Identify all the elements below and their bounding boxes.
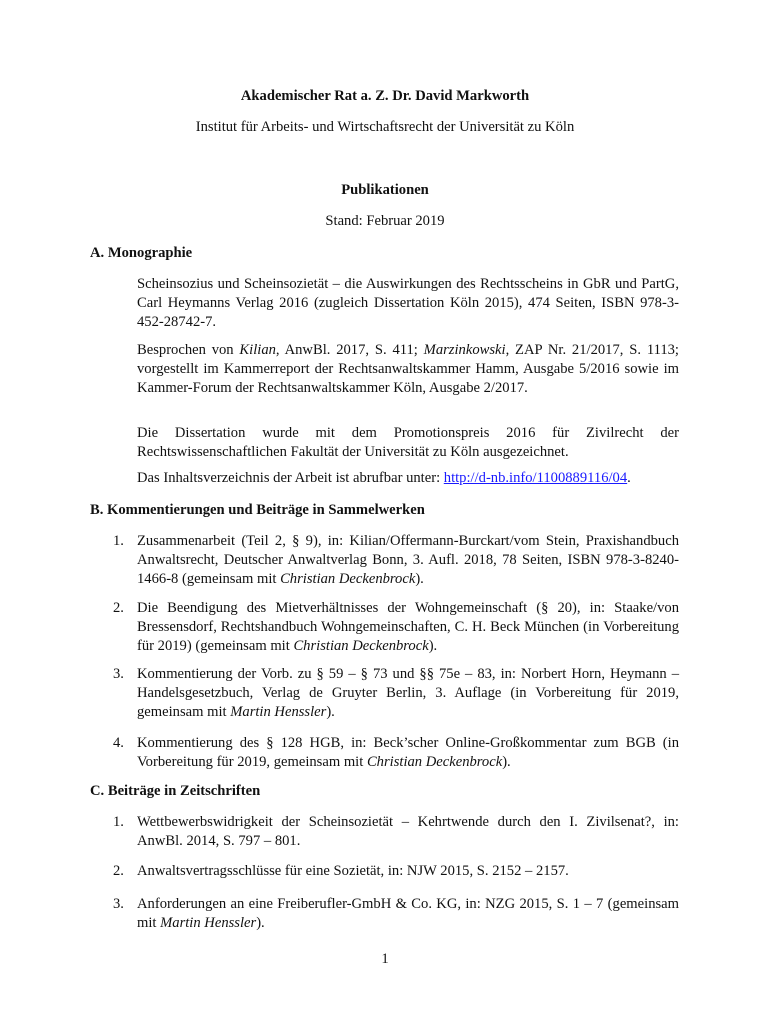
item-end: ). <box>256 915 265 931</box>
item-text: Kommentierung des § 128 HGB, in: Beck’scher Online-Großkommentar zum BGB (in Vorbereitung für 2019, gemeinsam mit <box>137 735 679 770</box>
list-item-number: 3. <box>113 666 124 682</box>
item-end: ). <box>428 638 438 654</box>
list-item <box>137 532 679 589</box>
institute-name: Institut für Arbeits- und Wirtschaftsrecht der Universität zu Köln <box>195 119 575 135</box>
list-item <box>137 862 679 881</box>
item-coauthor: Martin Henssler <box>230 704 327 720</box>
list-item <box>137 813 679 851</box>
item-text: Zusammenarbeit (Teil 2, § 9), in: Kilian/Offermann-Burckart/vom Stein, Praxishandbuch Anwaltsrecht, Deutscher Anwaltverlag Bonn, 3. Aufl. 2018, 78 Seiten, ISBN 978-3-8240-1466-8 (gemeinsam mit <box>137 533 679 587</box>
item-coauthor: Christian Deckenbrock <box>280 571 416 587</box>
reviewer-kilian: Kilian <box>239 342 276 358</box>
item-text: Anwaltsvertragsschlüsse für eine Sozietät, in: NJW 2015, S. 2152 – 2157. <box>137 863 569 879</box>
document-title: Publikationen <box>341 182 429 198</box>
monograph-reviews <box>137 341 679 398</box>
toc-end: . <box>627 470 631 486</box>
document-date: Stand: Februar 2019 <box>325 213 445 229</box>
author-name: Akademischer Rat a. Z. Dr. David Markworth <box>240 88 530 104</box>
item-end: ). <box>326 704 335 720</box>
reviews-text-2: , AnwBl. 2017, S. 411; <box>275 342 424 358</box>
list-item <box>137 734 679 772</box>
item-text: Wettbewerbswidrigkeit der Scheinsozietät – Kehrtwende durch den I. Zivilsenat?, in: AnwBl. 2014, S. 797 – 801. <box>137 814 679 849</box>
section-b-heading: B. Kommentierungen und Beiträge in Sammelwerken <box>90 502 425 518</box>
list-item <box>137 895 679 933</box>
item-end: ). <box>415 571 424 587</box>
reviews-text-3: , ZAP Nr. 21/2017, S. 1113; vorgestellt im Kammerreport der Rechtsanwaltskammer Hamm, Ausgabe 5/2016 sowie im Kammer-Forum der Rechtsanwaltskammer Köln, Ausgabe 2/2017. <box>137 342 679 396</box>
monograph-citation: Scheinsozius und Scheinsozietät – die Auswirkungen des Rechtsscheins in GbR und PartG, Carl Heymanns Verlag 2016 (zugleich Dissertation Köln 2015), 474 Seiten, ISBN 978-3-452-28742-7. <box>137 276 679 330</box>
list-item-number: 2. <box>113 863 124 879</box>
toc-text: Das Inhaltsverzeichnis der Arbeit ist abrufbar unter: <box>137 470 444 486</box>
reviews-text-1: Besprochen von <box>137 342 240 358</box>
item-coauthor: Christian Deckenbrock <box>293 638 429 654</box>
list-item-number: 1. <box>113 533 124 549</box>
item-text: Kommentierung der Vorb. zu § 59 – § 73 und §§ 75e – 83, in: Norbert Horn, Heymann – Handelsgesetzbuch, Verlag de Gruyter Berlin, 3. Auflage (in Vorbereitung für 2019, gemeinsam mit <box>137 666 679 720</box>
list-item-number: 4. <box>113 735 124 751</box>
toc-link[interactable]: http://d-nb.info/1100889116/04 <box>443 470 628 486</box>
section-a-heading: A. Monographie <box>90 245 193 261</box>
list-item <box>137 665 679 722</box>
item-end: ). <box>502 754 511 770</box>
list-item-number: 1. <box>113 814 124 830</box>
dissertation-award: Die Dissertation wurde mit dem Promotionspreis 2016 für Zivilrecht der Rechtswissenschaftlichen Fakultät der Universität zu Köln ausgezeichnet. <box>137 425 679 460</box>
page-number: 1 <box>381 951 389 967</box>
list-item <box>137 599 679 656</box>
item-coauthor: Martin Henssler <box>160 915 257 931</box>
list-item-number: 3. <box>113 896 124 912</box>
section-c-heading: C. Beiträge in Zeitschriften <box>90 783 261 799</box>
reviewer-marzinkowski: Marzinkowski <box>423 342 506 358</box>
table-of-contents-note <box>137 469 679 488</box>
list-item-number: 2. <box>113 600 124 616</box>
item-text: Die Beendigung des Mietverhältnisses der Wohngemeinschaft (§ 20), in: Staake/von Bressensdorf, Rechtshandbuch Wohngemeinschaften, C. H. Beck München (in Vorbereitung für 2019) (gemeinsam mit <box>137 600 679 654</box>
item-text: Anforderungen an eine Freiberufler-GmbH & Co. KG, in: NZG 2015, S. 1 – 7 (gemeinsam mit <box>137 896 679 931</box>
item-coauthor: Christian Deckenbrock <box>366 754 503 770</box>
